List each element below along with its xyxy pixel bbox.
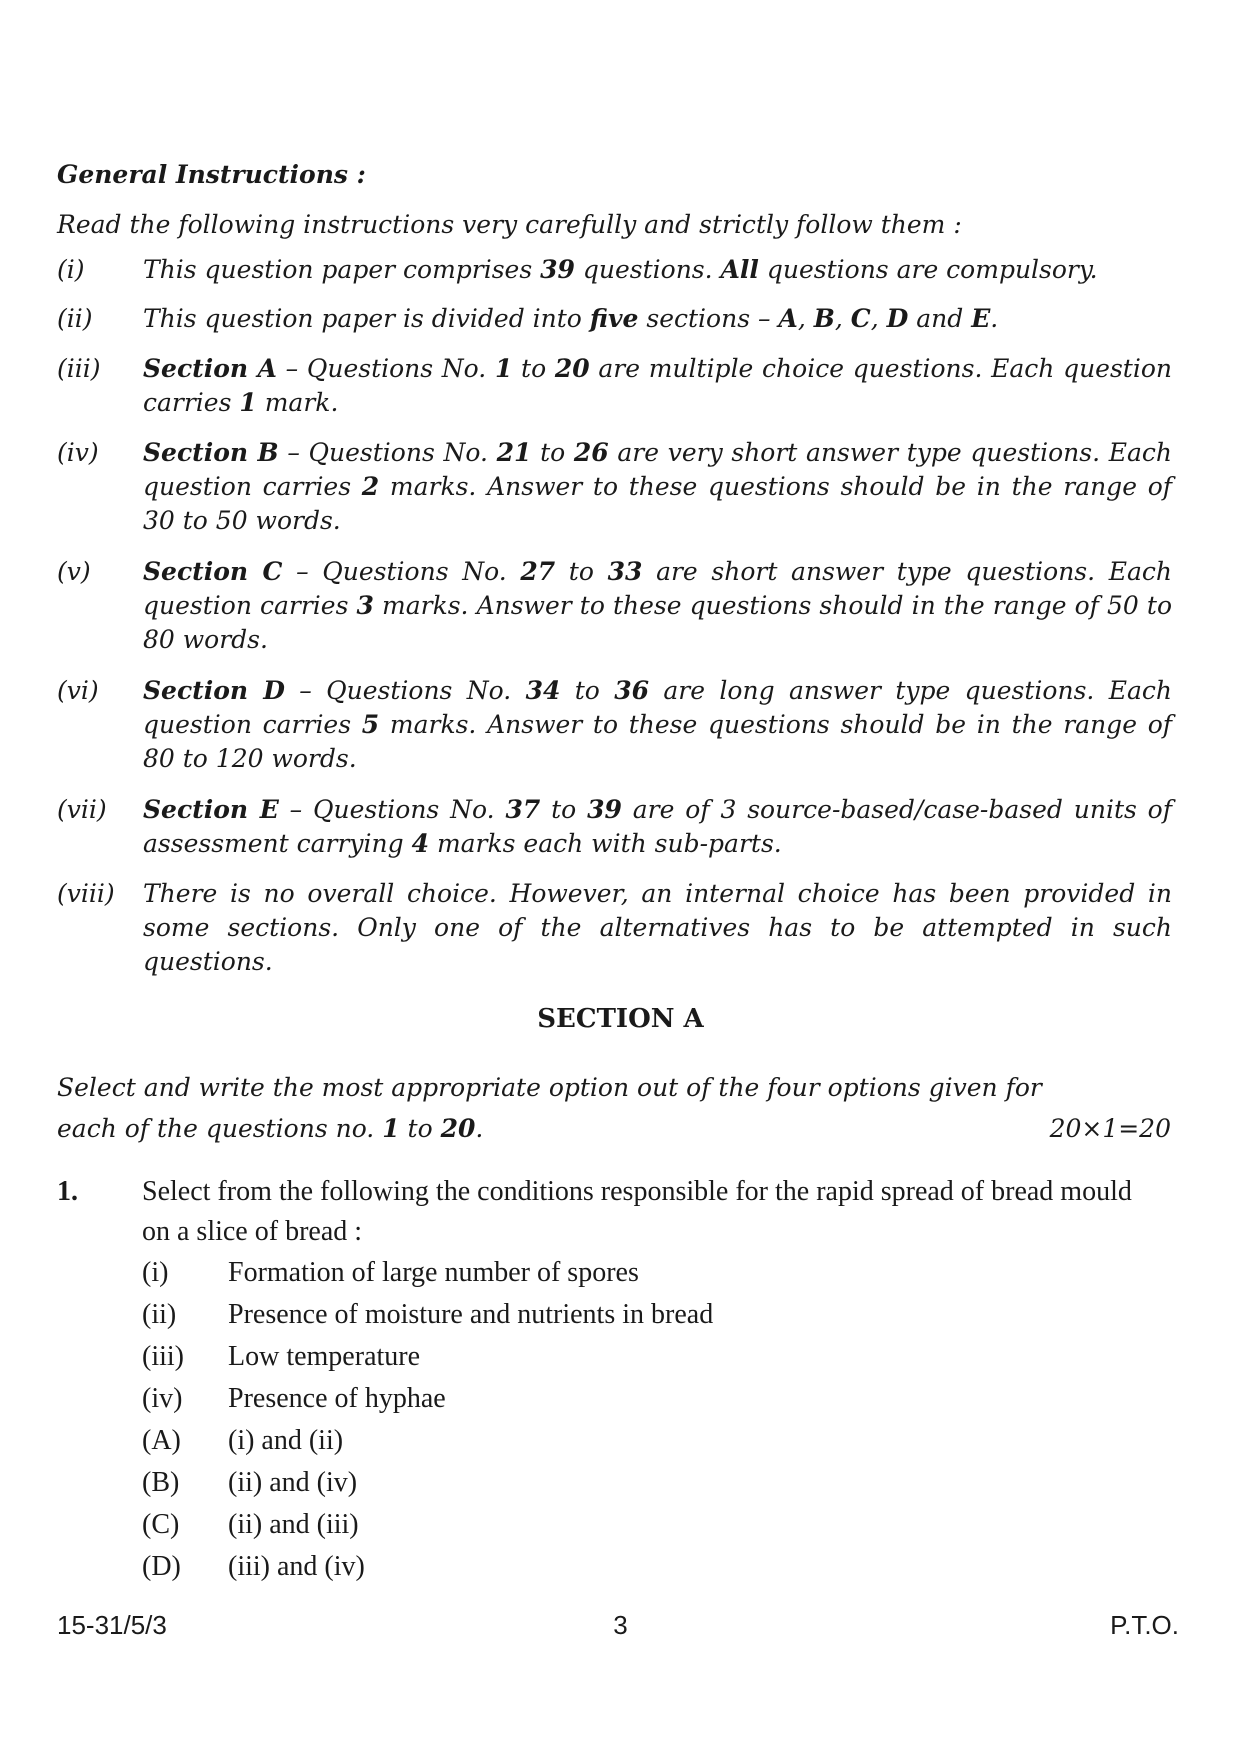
general-instructions-title: General Instructions : xyxy=(57,160,366,189)
instruction-number: (ii) xyxy=(57,304,93,333)
instruction-number: (vi) xyxy=(57,676,99,705)
instruction-text: Section C – Questions No. 27 to 33 are short answer type questions. Each question carries 3 marks. Answer to these questions should in the range of 50 to 80 words. xyxy=(143,557,1173,654)
instruction-number: (vii) xyxy=(57,795,107,824)
paper-code: 15-31/5/3 xyxy=(57,1610,167,1640)
option-text: (ii) and (iii) xyxy=(228,1509,359,1540)
instruction-item xyxy=(57,877,1172,979)
instruction-item xyxy=(57,352,1172,420)
instruction-number: (iii) xyxy=(57,354,101,383)
instruction-text: This question paper comprises 39 questions. All questions are compulsory. xyxy=(143,255,1098,284)
condition-label: (iii) xyxy=(142,1341,184,1372)
instruction-number: (iv) xyxy=(57,438,99,467)
instruction-number: (i) xyxy=(57,255,85,284)
section-instruction-cont: each of the questions no. 1 to 20. xyxy=(57,1114,484,1143)
option-label: (C) xyxy=(142,1509,180,1540)
instruction-text: This question paper is divided into five sections – A, B, C, D and E. xyxy=(143,304,999,333)
instruction-number: (v) xyxy=(57,557,91,586)
general-instructions-intro: Read the following instructions very carefully and strictly follow them : xyxy=(57,210,962,239)
option-text: (ii) and (iv) xyxy=(228,1467,358,1498)
condition-label: (ii) xyxy=(142,1299,177,1330)
section-marks: 20×1=20 xyxy=(1049,1114,1171,1143)
instruction-item xyxy=(57,674,1172,776)
instruction-item xyxy=(57,302,1172,336)
instruction-number: (viii) xyxy=(57,879,115,908)
option-label: (B) xyxy=(142,1467,180,1498)
option-text: (i) and (ii) xyxy=(228,1425,344,1456)
instruction-item xyxy=(57,555,1172,657)
question-number: 1. xyxy=(57,1176,78,1207)
instruction-text: Section B – Questions No. 21 to 26 are very short answer type questions. Each question carries 2 marks. Answer to these questions should be in the range of 30 to 50 words. xyxy=(143,438,1173,535)
instruction-text: Section E – Questions No. 37 to 39 are of 3 source-based/case-based units of assessment carrying 4 marks each with sub-parts. xyxy=(143,795,1172,858)
condition-label: (i) xyxy=(142,1257,169,1288)
condition-text: Presence of hyphae xyxy=(228,1383,446,1414)
instruction-text: Section D – Questions No. 34 to 36 are long answer type questions. Each question carries 5 marks. Answer to these questions should be in the range of 80 to 120 words. xyxy=(143,676,1172,773)
instruction-item xyxy=(57,253,1172,287)
instruction-item xyxy=(57,793,1172,861)
condition-text: Formation of large number of spores xyxy=(228,1257,639,1288)
instruction-text: There is no overall choice. However, an internal choice has been provided in some sections. Only one of the alternatives has to be attempted in such questions. xyxy=(143,879,1172,976)
instruction-text: Section A – Questions No. 1 to 20 are multiple choice questions. Each question carries 1 mark. xyxy=(143,354,1172,417)
instruction-item xyxy=(57,436,1172,538)
section-title: SECTION A xyxy=(537,1004,704,1034)
condition-text: Low temperature xyxy=(228,1341,421,1372)
option-label: (A) xyxy=(142,1425,181,1456)
question-text: Select from the following the conditions responsible for the rapid spread of bread mould on a slice of bread : xyxy=(142,1176,1132,1247)
option-label: (D) xyxy=(142,1551,181,1582)
option-text: (iii) and (iv) xyxy=(228,1551,365,1582)
condition-label: (iv) xyxy=(142,1383,183,1414)
pto-label: P.T.O. xyxy=(1110,1610,1179,1640)
section-instruction: Select and write the most appropriate option out of the four options given for xyxy=(57,1073,1042,1102)
condition-text: Presence of moisture and nutrients in bread xyxy=(228,1299,714,1330)
page-number: 3 xyxy=(613,1610,628,1640)
